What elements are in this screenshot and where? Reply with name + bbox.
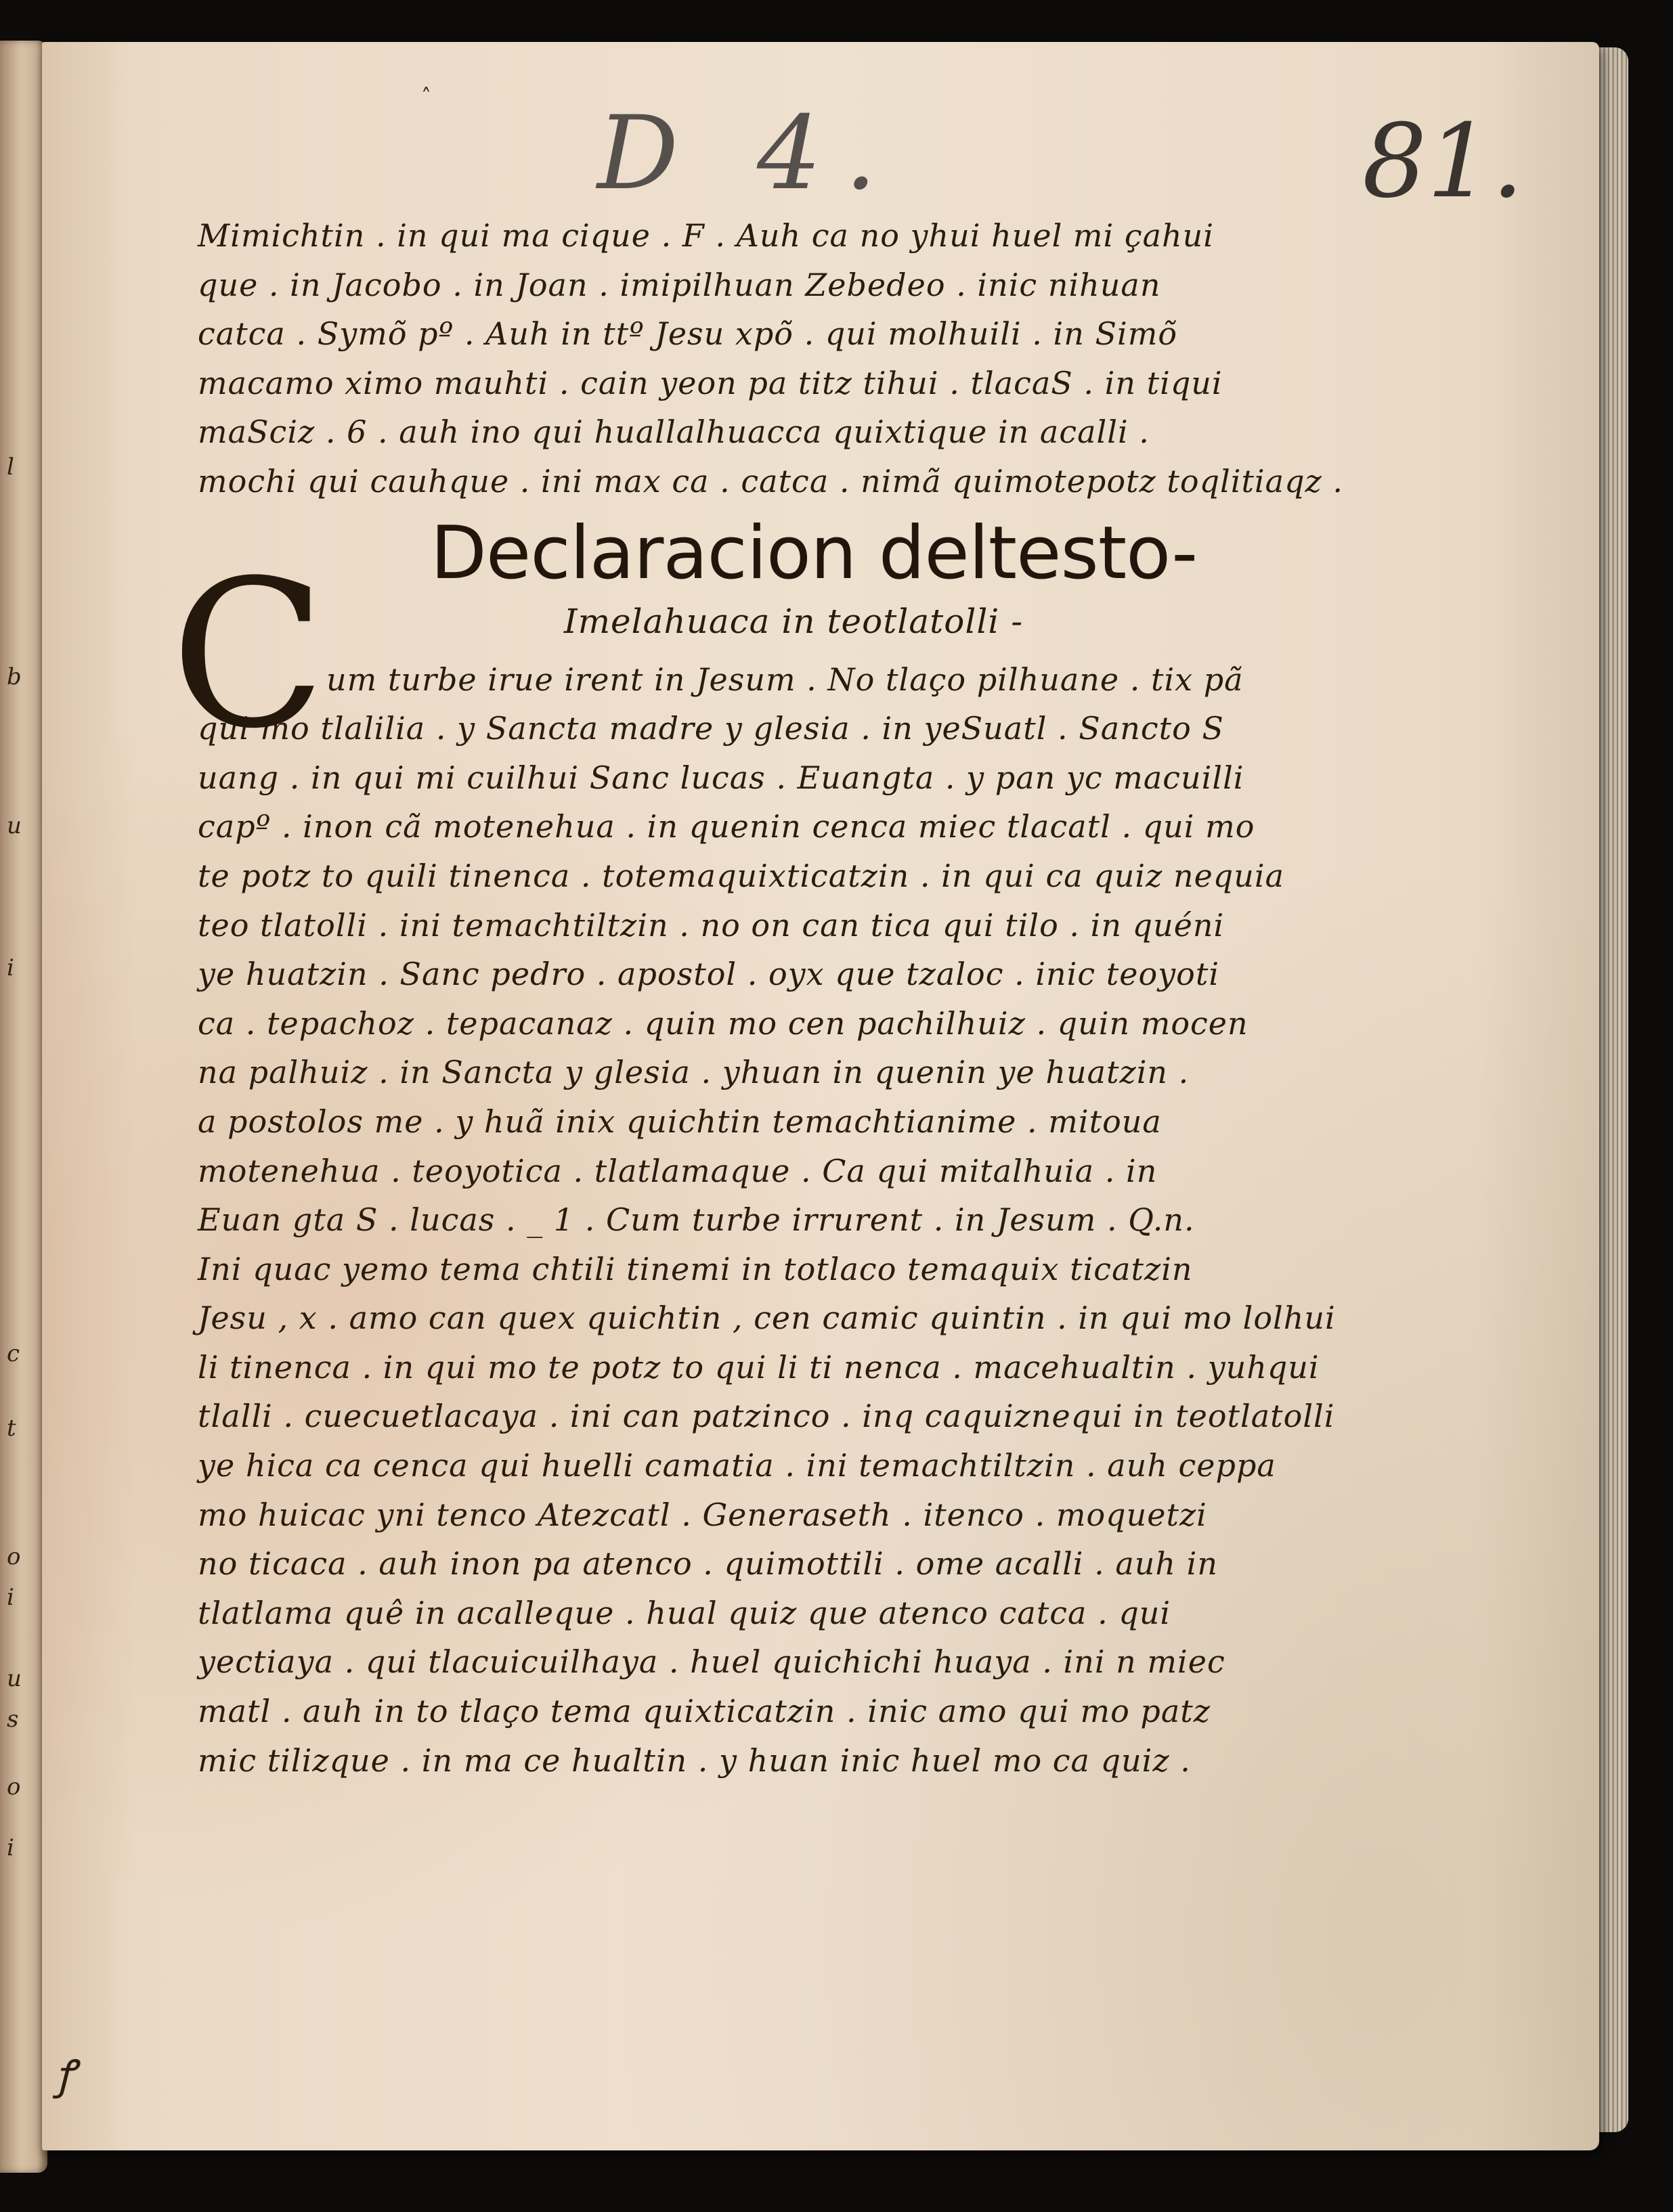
section-subheading: Imelahuaca in teotlatolli -: [563, 601, 1024, 641]
text-line: li tinenca . in qui mo te potz to qui li ti nenca . macehualtin . yuhqui: [198, 1348, 1320, 1386]
verso-page-edge: [0, 41, 47, 2173]
text-line: no ticaca . auh inon pa atenco . quimottili . ome acalli . auh in: [198, 1545, 1219, 1583]
text-line: yectiaya . qui tlacuicuilhaya . huel quichichi huaya . ini n miec: [198, 1643, 1225, 1681]
verso-mark: s: [7, 1706, 19, 1733]
text-line: catca . Symõ pº . Auh in ttº Jesu xpõ . qui molhuili . in Simõ: [198, 315, 1178, 353]
text-line: macamo ximo mauhti . cain yeon pa titz tihui . tlacaS . in tiqui: [198, 364, 1223, 401]
text-line: motenehua . teoyotica . tlatlamaque . Ca qui mitalhuia . in: [198, 1152, 1158, 1189]
verso-marginal-letters: [5, 41, 46, 2173]
text-line: a postolos me . y huã inix quichtin temachtianime . mitoua: [198, 1103, 1162, 1140]
text-line: uang . in qui mi cuilhui Sanc lucas . Euangta . y pan yc macuilli: [198, 759, 1244, 796]
text-line: mochi qui cauhque . ini max ca . catca . nimã quimotepotz toqlitiaqz .: [198, 462, 1343, 500]
text-line: matl . auh in to tlaço tema quixticatzin . inic amo qui mo patz: [198, 1693, 1211, 1730]
text-line: na palhuiz . in Sancta y glesia . yhuan in quenin ye huatzin .: [198, 1054, 1190, 1091]
drop-capital: C: [171, 536, 326, 773]
text-line: ye hica ca cenca qui huelli camatia . ini temachtiltzin . auh ceppa: [198, 1447, 1276, 1484]
text-line: Jesu , x . amo can quex quichtin , cen camic quintin . in qui mo lolhui: [198, 1300, 1336, 1337]
verso-mark: u: [7, 1665, 22, 1692]
verso-mark: c: [7, 1340, 20, 1367]
verso-mark: i: [7, 1584, 14, 1611]
signature-mark: D 4.: [597, 95, 900, 213]
manuscript-text: [171, 211, 1471, 1785]
text-line: ca . tepachoz . tepacanaz . quin mo cen pachilhuiz . quin mocen: [198, 1004, 1248, 1042]
text-line: ye huatzin . Sanc pedro . apostol . oyx que tzaloc . inic teoyoti: [198, 956, 1220, 993]
text-line: tlatlama quê in acalleque . hual quiz que atenco catca . qui: [198, 1594, 1171, 1631]
text-line: que . in Jacobo . in Joan . imipilhuan Zebedeo . inic nihuan: [198, 266, 1161, 303]
text-line: Euan gta S . lucas . _ 1 . Cum turbe irrurent . in Jesum . Q.n.: [198, 1201, 1195, 1239]
verso-mark: u: [7, 812, 22, 839]
text-line: mic tilizque . in ma ce hualtin . y huan inic huel mo ca quiz .: [198, 1742, 1191, 1779]
verso-mark: o: [7, 1543, 21, 1570]
verso-mark: l: [7, 454, 14, 481]
section-heading: Declaracion deltesto-: [430, 510, 1198, 596]
text-line: tlalli . cuecuetlacaya . ini can patzinco . inq caquiznequi in teotlatolli: [198, 1398, 1335, 1435]
folio-number: 81.: [1362, 103, 1524, 221]
verso-mark: t: [7, 1415, 16, 1442]
verso-mark: i: [7, 954, 14, 981]
text-line: qui mo tlalilia . y Sancta madre y glesia . in yeSuatl . Sancto S: [198, 710, 1224, 747]
verso-mark: i: [7, 1834, 14, 1861]
text-line: um turbe irue irent in Jesum . No tlaço pilhuane . tix pã: [326, 661, 1244, 698]
verso-mark: b: [7, 663, 22, 690]
pen-tick-mark: ˰: [421, 68, 431, 91]
manuscript-leaf: [42, 42, 1599, 2150]
text-line: maSciz . 6 . auh ino qui huallalhuacca quixtique in acalli .: [198, 414, 1150, 451]
bottom-margin-mark: ꝭ: [56, 2052, 75, 2099]
verso-mark: o: [7, 1773, 21, 1800]
text-line: Mimichtin . in qui ma cique . F . Auh ca no yhui huel mi çahui: [198, 217, 1215, 254]
text-line: Ini quac yemo tema chtili tinemi in totlaco temaquix ticatzin: [198, 1250, 1193, 1287]
text-line: capº . inon cã motenehua . in quenin cenca miec tlacatl . qui mo: [198, 808, 1255, 845]
text-line: te potz to quili tinenca . totemaquixticatzin . in qui ca quiz nequia: [198, 857, 1285, 894]
text-line: teo tlatolli . ini temachtiltzin . no on can tica qui tilo . in quéni: [198, 906, 1225, 944]
text-line: mo huicac yni tenco Atezcatl . Generaseth . itenco . moquetzi: [198, 1496, 1207, 1533]
